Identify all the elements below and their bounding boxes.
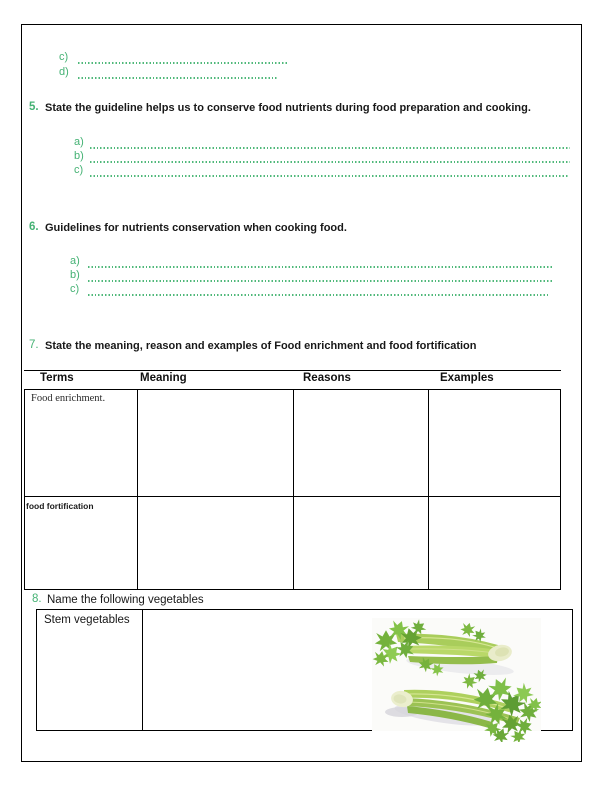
q4-item-d-answer-line xyxy=(78,77,278,79)
q7-table-row-divider xyxy=(25,496,560,497)
q7-cell-food-fortification: food fortification xyxy=(26,501,94,511)
q7-header-meaning: Meaning xyxy=(140,372,187,384)
q7-cell-food-enrichment: Food enrichment. xyxy=(31,393,106,404)
q7-table-divider-2 xyxy=(293,390,294,589)
q6-item-c-answer-line xyxy=(88,294,548,296)
q8-number: 8. xyxy=(32,593,42,605)
q4-item-c-answer-line xyxy=(78,62,287,64)
celery-photo xyxy=(372,618,541,742)
q7-number: 7. xyxy=(29,339,39,351)
q6-item-a-label: a) xyxy=(70,255,80,267)
q7-table-header-topline xyxy=(24,370,561,371)
q6-item-b-label: b) xyxy=(70,269,80,281)
q7-header-terms: Terms xyxy=(40,372,74,384)
q6-item-a-answer-line xyxy=(88,266,552,268)
q7-table-divider-3 xyxy=(428,390,429,589)
stem-vegetables-label: Stem vegetables xyxy=(44,614,130,626)
q5-text: State the guideline helps us to conserve food nutrients during food preparation and cooking. xyxy=(45,102,531,114)
q5-number: 5. xyxy=(29,101,39,113)
q7-table xyxy=(24,389,561,590)
q7-header-reasons: Reasons xyxy=(303,372,351,384)
q8-table-divider xyxy=(142,610,143,730)
q7-header-examples: Examples xyxy=(440,372,494,384)
q5-item-b-answer-line xyxy=(90,161,570,163)
q5-item-c-label: c) xyxy=(74,164,84,176)
q6-text: Guidelines for nutrients conservation when cooking food. xyxy=(45,222,347,234)
q7-text: State the meaning, reason and examples of Food enrichment and food fortification xyxy=(45,340,477,352)
q8-text: Name the following vegetables xyxy=(47,594,204,606)
q5-item-c-answer-line xyxy=(90,175,568,177)
q6-item-b-answer-line xyxy=(88,280,552,282)
q6-item-c-label: c) xyxy=(70,283,80,295)
q4-item-d-label: d) xyxy=(59,66,69,78)
q6-number: 6. xyxy=(29,221,39,233)
q7-table-divider-1 xyxy=(137,390,138,589)
q5-item-b-label: b) xyxy=(74,150,84,162)
q5-item-a-label: a) xyxy=(74,136,84,148)
q4-item-c-label: c) xyxy=(59,51,69,63)
q5-item-a-answer-line xyxy=(90,147,570,149)
